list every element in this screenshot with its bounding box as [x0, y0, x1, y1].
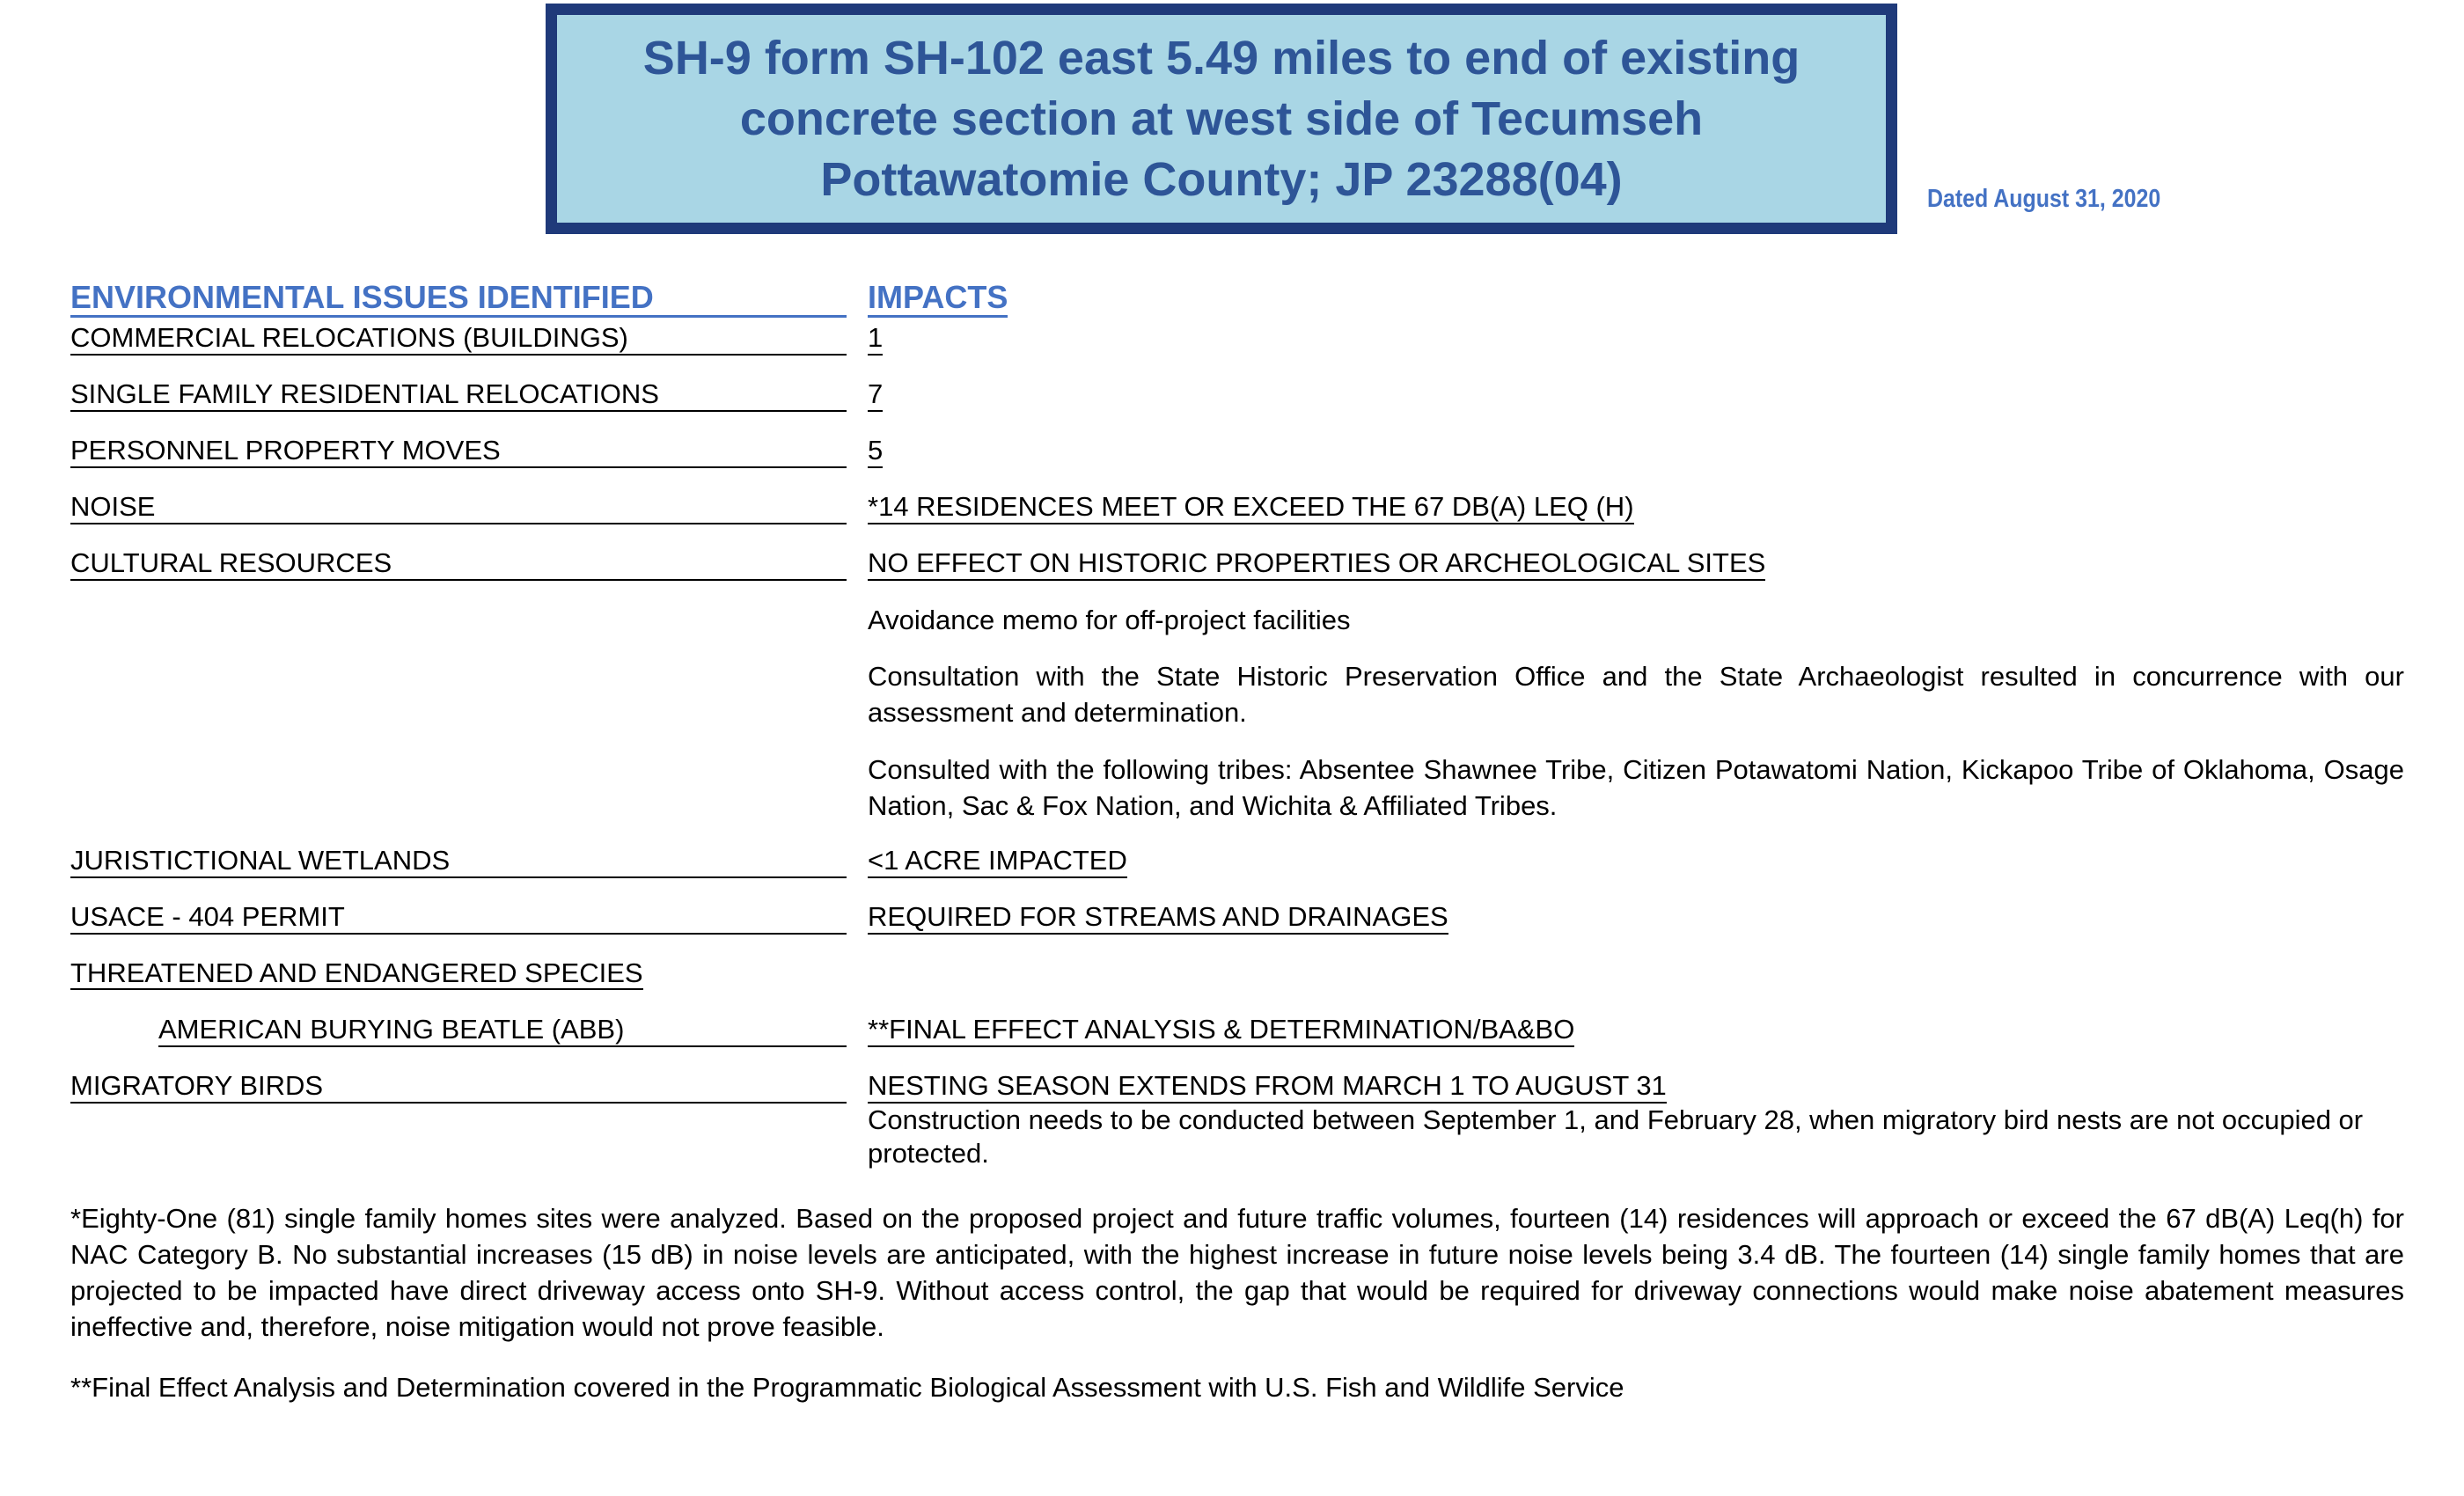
cultural-note-avoidance: Avoidance memo for off-project facilities	[868, 605, 1351, 635]
impact-migratory-birds: NESTING SEASON EXTENDS FROM MARCH 1 TO AUGUST 31	[868, 1070, 1667, 1104]
impact-american-burying-beetle: **FINAL EFFECT ANALYSIS & DETERMINATION/BA&BO	[868, 1014, 1574, 1047]
cultural-note-tribes: Consulted with the following tribes: Absentee Shawnee Tribe, Citizen Potawatomi Nation, Kickapoo Tribe of Oklahoma, Osage Nation, Sac & Fox Nation, and Wichita & Affiliated Tribes.	[868, 754, 2404, 821]
issue-wetlands: JURISTICTIONAL WETLANDS	[70, 845, 847, 878]
title-line-3: Pottawatomie County; JP 23288(04)	[820, 152, 1623, 206]
issue-personnel-property-moves: PERSONNEL PROPERTY MOVES	[70, 435, 847, 468]
migratory-note: Construction needs to be conducted between September 1, and February 28, when migratory bird nests are not occupied or protected.	[868, 1104, 2364, 1169]
footnote-species: **Final Effect Analysis and Determination covered in the Programmatic Biological Assessment with U.S. Fish and Wildlife Service	[70, 1372, 1624, 1403]
issue-cultural-resources: CULTURAL RESOURCES	[70, 547, 847, 581]
impact-residential-relocations: 7	[868, 378, 883, 412]
issue-american-burying-beetle: AMERICAN BURYING BEATLE (ABB)	[158, 1014, 847, 1047]
dated-label: Dated August 31, 2020	[1927, 185, 2161, 213]
column-header-issues: ENVIRONMENTAL ISSUES IDENTIFIED	[70, 280, 847, 318]
issue-noise: NOISE	[70, 491, 847, 524]
cultural-note-consultation: Consultation with the State Historic Preservation Office and the State Archaeologist resulted in concurrence with our assessment and determination.	[868, 661, 2404, 728]
issue-residential-relocations: SINGLE FAMILY RESIDENTIAL RELOCATIONS	[70, 378, 847, 412]
title-text	[557, 15, 1886, 223]
title-line-1: SH-9 form SH-102 east 5.49 miles to end of existing	[642, 31, 1800, 84]
title-line-2: concrete section at west side of Tecumseh	[739, 92, 1704, 145]
impact-commercial-relocations: 1	[868, 322, 883, 356]
impact-wetlands: <1 ACRE IMPACTED	[868, 845, 1127, 878]
impact-personnel-property-moves: 5	[868, 435, 883, 468]
issue-migratory-birds: MIGRATORY BIRDS	[70, 1070, 847, 1104]
impact-usace-permit: REQUIRED FOR STREAMS AND DRAINAGES	[868, 901, 1448, 935]
issue-commercial-relocations: COMMERCIAL RELOCATIONS (BUILDINGS)	[70, 322, 847, 356]
issue-threatened-species	[70, 957, 643, 989]
impact-noise: *14 RESIDENCES MEET OR EXCEED THE 67 DB(A) LEQ (H)	[868, 491, 1634, 524]
footnote-noise: *Eighty-One (81) single family homes sites were analyzed. Based on the proposed project and future traffic volumes, fourteen (14) residences will approach or exceed the 67 dB(A) Leq(h) for NAC Category B. No substantial increases (15 dB) in noise levels are anticipated, with the highest increase in future noise levels being 3.4 dB. The fourteen (14) single family homes that are projected to be impacted have direct driveway access onto SH-9. Without access control, the gap that would be required for driveway connections would make noise abatement measures ineffective and, therefore, noise mitigation would not prove feasible.	[70, 1203, 2404, 1342]
column-header-impacts: IMPACTS	[868, 280, 1008, 318]
impact-cultural-resources: NO EFFECT ON HISTORIC PROPERTIES OR ARCHEOLOGICAL SITES	[868, 547, 1765, 581]
issue-threatened-species-text: THREATENED AND ENDANGERED SPECIES	[70, 957, 643, 988]
issue-usace-permit: USACE - 404 PERMIT	[70, 901, 847, 935]
title-box	[546, 4, 1897, 234]
